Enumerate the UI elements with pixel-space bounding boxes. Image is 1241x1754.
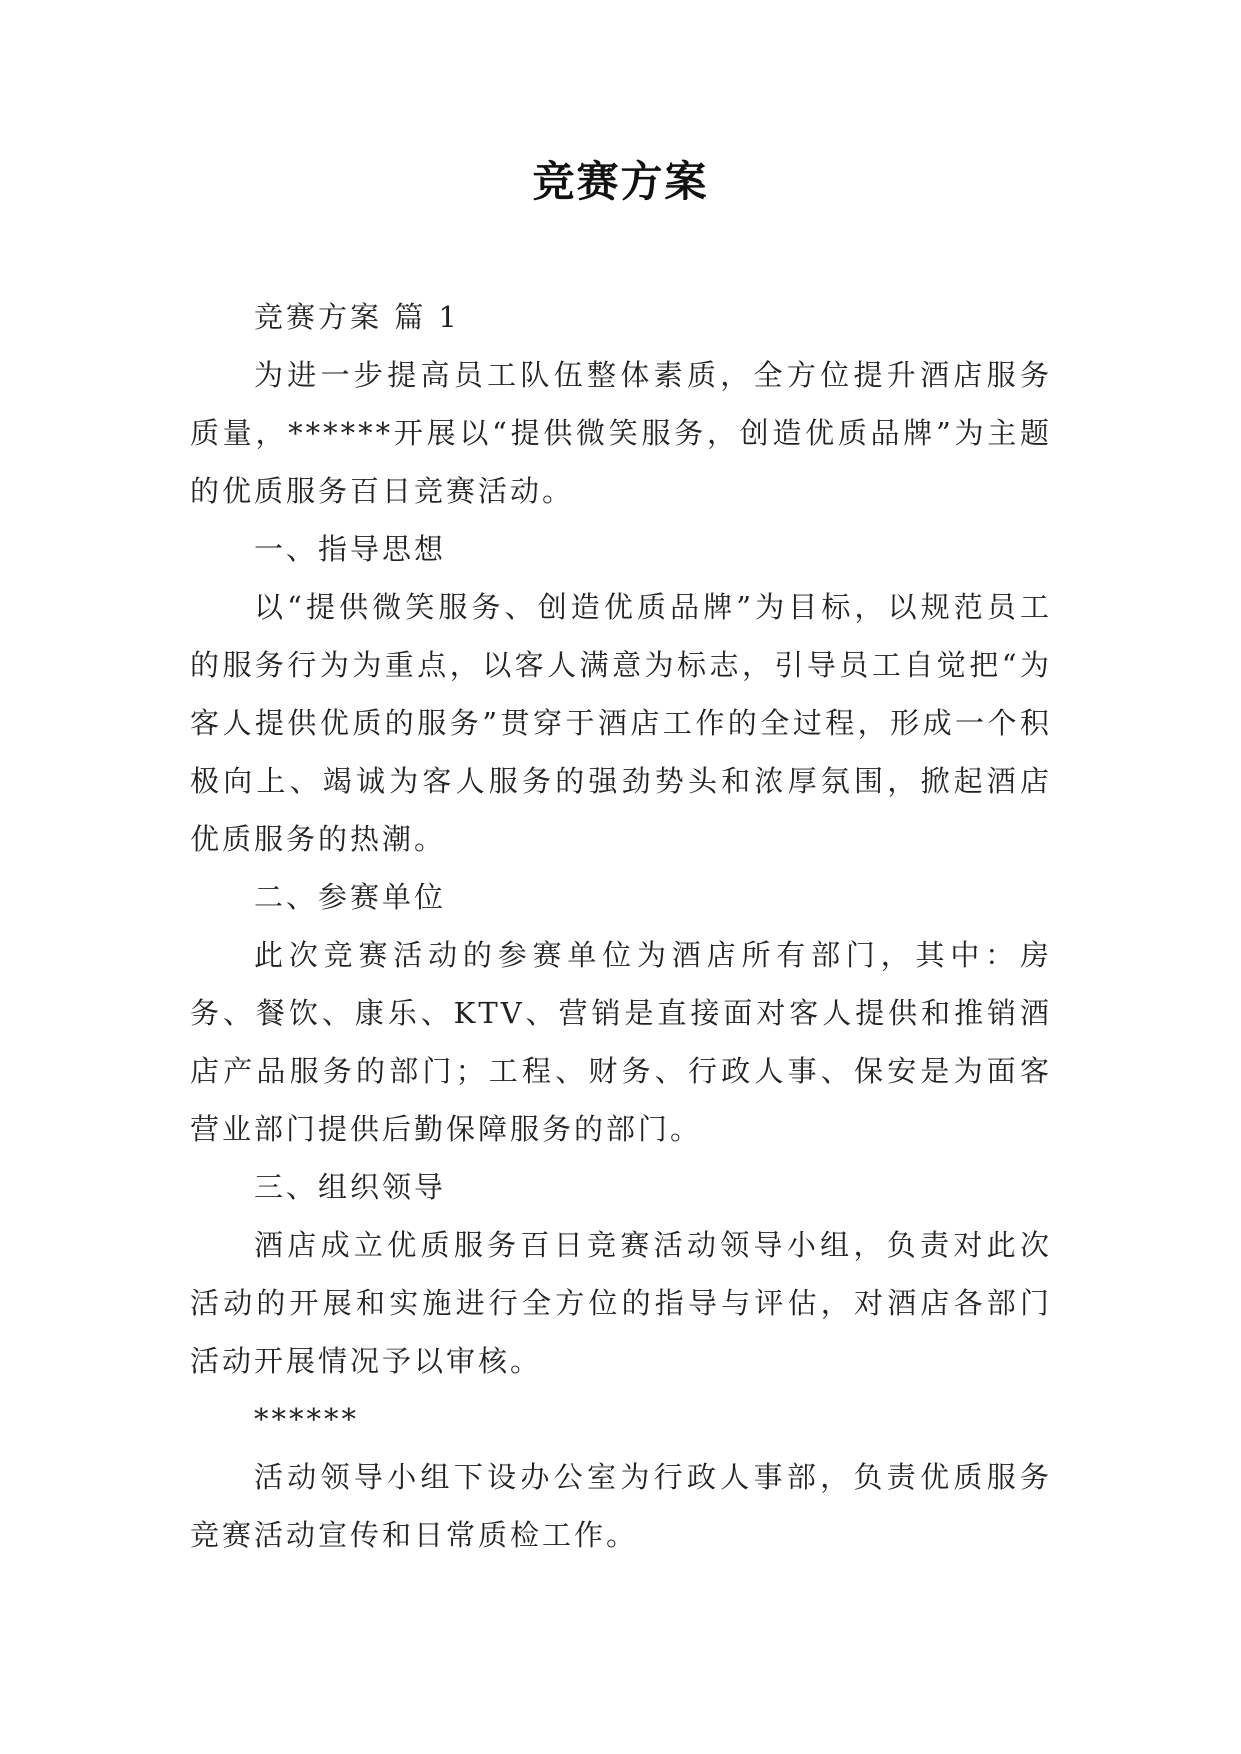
- guiding-ideology-paragraph: 以“提供微笑服务、创造优质品牌”为目标，以规范员工的服务行为为重点，以客人满意为标志，引导员工自觉把“为客人提供优质的服务”贯穿于酒店工作的全过程，形成一个积极向上、竭诚为客人服务的强劲势头和浓厚氛围，掀起酒店优质服务的热潮。: [190, 590, 1052, 856]
- intro-paragraph: 为进一步提高员工队伍整体素质，全方位提升酒店服务质量，******开展以“提供微笑服务，创造优质品牌”为主题的优质服务百日竞赛活动。: [190, 358, 1052, 508]
- document-body: [190, 288, 1052, 1564]
- redacted-line: ******: [254, 1402, 359, 1436]
- participants-paragraph: 此次竞赛活动的参赛单位为酒店所有部门，其中：房务、餐饮、康乐、KTV、营销是直接面对客人提供和推销酒店产品服务的部门；工程、财务、行政人事、保安是为面客营业部门提供后勤保障服务的部门。: [190, 938, 1052, 1146]
- heading-organization: 三、组织领导: [254, 1170, 447, 1204]
- section-label: 竞赛方案 篇 1: [254, 300, 460, 334]
- heading-participants: 二、参赛单位: [254, 880, 447, 914]
- document-title: 竞赛方案: [532, 157, 709, 206]
- organization-paragraph: 酒店成立优质服务百日竞赛活动领导小组，负责对此次活动的开展和实施进行全方位的指导与评估，对酒店各部门活动开展情况予以审核。: [190, 1228, 1052, 1378]
- office-paragraph: 活动领导小组下设办公室为行政人事部，负责优质服务竞赛活动宣传和日常质检工作。: [190, 1460, 1052, 1552]
- heading-guiding-ideology: 一、指导思想: [254, 532, 447, 566]
